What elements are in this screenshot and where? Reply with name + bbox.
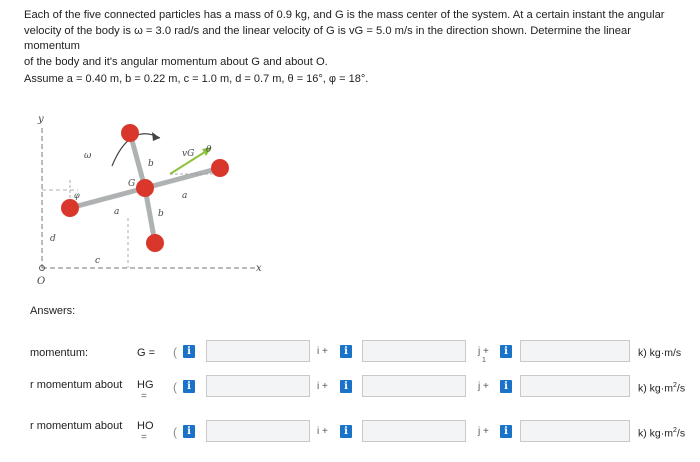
- particle-left: [61, 199, 79, 217]
- info-icon[interactable]: i: [340, 345, 352, 358]
- hg-unit: k) $kg\cdot m^2/s$: [638, 382, 686, 395]
- paren-open: (: [173, 380, 177, 394]
- problem-line-3: of the body and it's angular momentum about G and about O.: [24, 55, 328, 68]
- problem-statement: [24, 8, 689, 70]
- j-separator: j +: [478, 346, 489, 357]
- dim-b-top: b: [148, 159, 154, 169]
- j-hat-mark: 1: [482, 357, 486, 364]
- vg-label: vG: [182, 149, 195, 159]
- ho-i-input[interactable]: [206, 420, 310, 442]
- problem-line-2: velocity of the body is ω = 3.0 rad/s and the linear velocity of G is vG = 5.0 m/s in the direction shown. Determine the linear momentum: [24, 24, 631, 52]
- momentum-point: G =: [137, 347, 156, 359]
- g-label: G: [128, 179, 136, 189]
- problem-line-1: Each of the five connected particles has a mass of 0.9 kg, and G is the mass center of the system. At a certain instant the angular: [24, 9, 665, 21]
- angular-momentum-g-label: r momentum about: [30, 379, 123, 391]
- info-icon[interactable]: i: [183, 345, 195, 358]
- info-icon[interactable]: i: [183, 380, 195, 393]
- momentum-label: momentum:: [30, 347, 89, 359]
- paren-open: (: [173, 425, 177, 439]
- particle-center: [136, 179, 154, 197]
- i-separator: i +: [317, 381, 328, 392]
- info-icon[interactable]: i: [500, 345, 512, 358]
- rod-a-right: [145, 168, 220, 188]
- dim-b-bottom: b: [158, 209, 164, 219]
- i-separator: i +: [317, 346, 328, 357]
- particle-top: [121, 124, 139, 142]
- theta-label: θ: [206, 145, 212, 155]
- momentum-j-input[interactable]: [362, 340, 466, 362]
- particle-right: [211, 159, 229, 177]
- ho-point: HO: [137, 420, 154, 432]
- omega-label: ω: [84, 151, 92, 161]
- dim-a-left: a: [114, 207, 120, 217]
- assume-values: Assume a = 0.40 m, b = 0.22 m, c = 1.0 m, d = 0.7 m, θ = 16°, φ = 18°.: [24, 73, 369, 85]
- info-icon[interactable]: i: [500, 380, 512, 393]
- i-separator: i +: [317, 426, 328, 437]
- ho-j-input[interactable]: [362, 420, 466, 442]
- paren-open: (: [173, 345, 177, 359]
- particle-system-diagram: [20, 108, 280, 298]
- j-separator: j +: [478, 381, 489, 392]
- hg-i-input[interactable]: [206, 375, 310, 397]
- dim-d: d: [50, 234, 56, 244]
- x-axis-label: x: [256, 263, 262, 274]
- dim-a-right: a: [182, 191, 188, 201]
- y-axis-label: y: [38, 114, 44, 125]
- dim-c: c: [95, 256, 101, 266]
- answers-heading: Answers:: [30, 305, 76, 317]
- hg-point: HG: [137, 379, 154, 391]
- info-icon[interactable]: i: [340, 380, 352, 393]
- info-icon[interactable]: i: [500, 425, 512, 438]
- angular-momentum-o-label: r momentum about: [30, 420, 123, 432]
- info-icon[interactable]: i: [340, 425, 352, 438]
- hg-eq: =: [141, 391, 147, 402]
- origin-label: O: [37, 276, 46, 287]
- momentum-unit: k) kg·m/s: [638, 347, 682, 359]
- momentum-k-input[interactable]: [520, 340, 630, 362]
- j-separator: j +: [478, 426, 489, 437]
- info-icon[interactable]: i: [183, 425, 195, 438]
- ho-eq: =: [141, 432, 147, 443]
- ho-k-input[interactable]: [520, 420, 630, 442]
- momentum-i-input[interactable]: [206, 340, 310, 362]
- ho-unit: k) $kg\cdot m^2/s$: [638, 427, 686, 440]
- phi-label: φ: [74, 191, 80, 200]
- hg-k-input[interactable]: [520, 375, 630, 397]
- hg-j-input[interactable]: [362, 375, 466, 397]
- rod-a-left: [70, 188, 145, 208]
- particle-bottom: [146, 234, 164, 252]
